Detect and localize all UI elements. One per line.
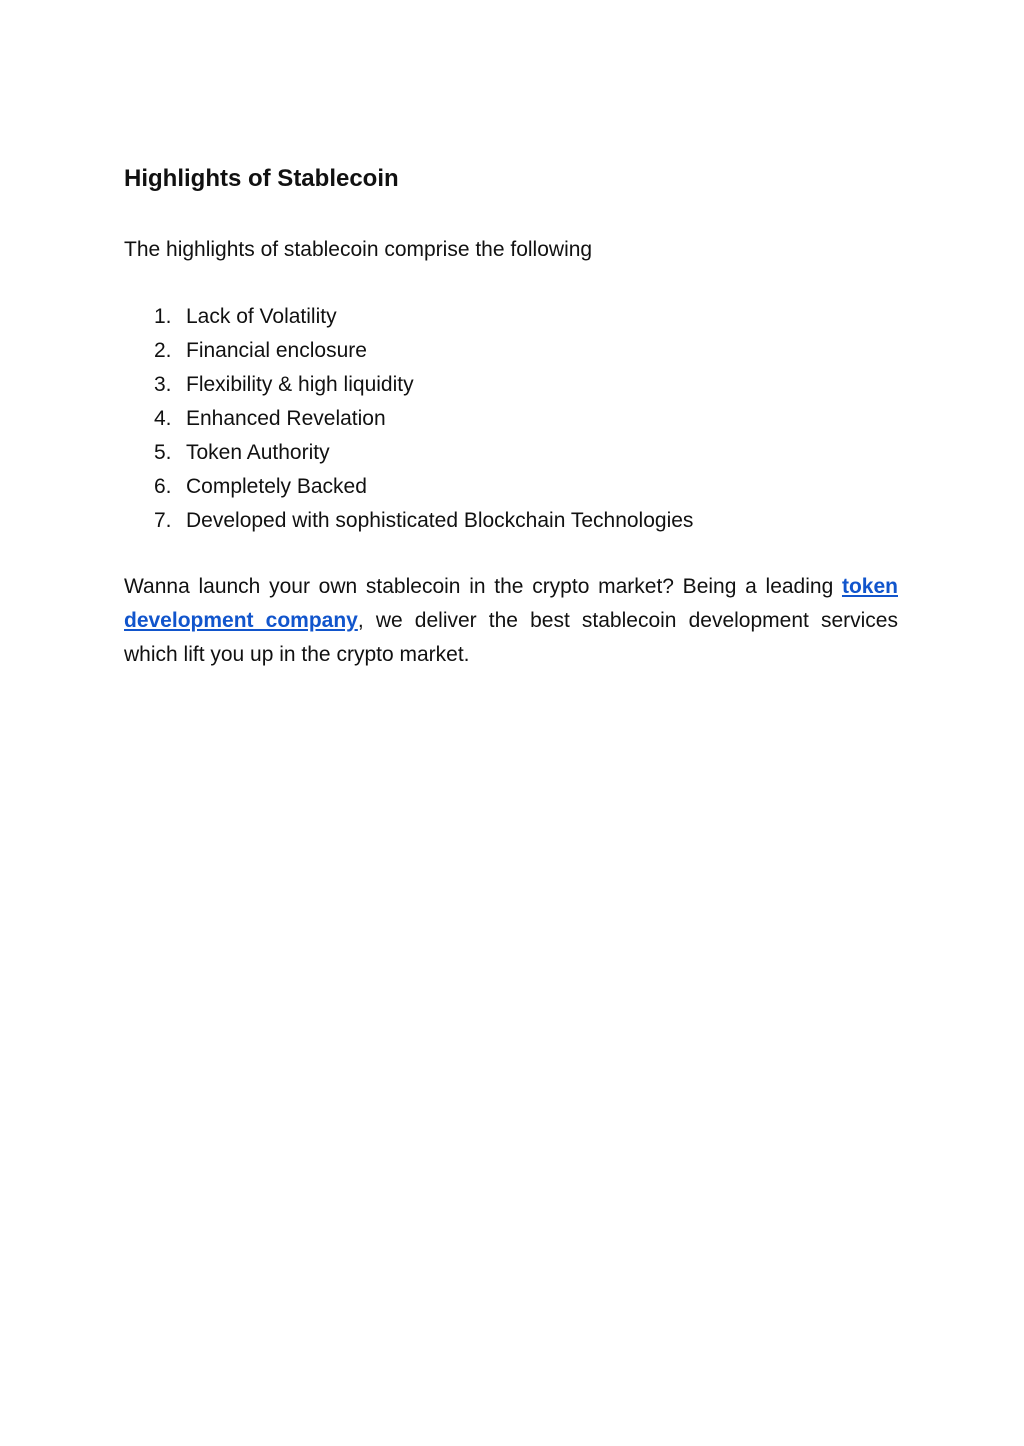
list-item-text: Flexibility & high liquidity xyxy=(186,373,414,396)
list-item-text: Financial enclosure xyxy=(186,339,367,362)
list-item-number: 6. xyxy=(154,475,172,498)
closing-paragraph xyxy=(124,570,898,672)
list-item-text: Token Authority xyxy=(186,441,330,464)
list-item-number: 1. xyxy=(154,305,172,328)
list-item-text: Developed with sophisticated Blockchain Technologies xyxy=(186,509,694,532)
list-item-number: 7. xyxy=(154,509,172,532)
list-item-number: 5. xyxy=(154,441,172,464)
closing-text-start: Wanna launch your own stablecoin in the crypto market? Being a leading xyxy=(124,575,842,598)
token-development-company-link[interactable]: token development company xyxy=(124,575,898,632)
list-item-number: 4. xyxy=(154,407,172,430)
page-title: Highlights of Stablecoin xyxy=(124,165,399,192)
list-item-number: 2. xyxy=(154,339,172,362)
closing-text-end: , we deliver the best stablecoin development services which lift you up in the crypto market. xyxy=(124,609,898,666)
intro-paragraph: The highlights of stablecoin comprise the following xyxy=(124,238,593,261)
list-item-number: 3. xyxy=(154,373,172,396)
list-item-text: Enhanced Revelation xyxy=(186,407,386,430)
list-item-text: Completely Backed xyxy=(186,475,367,498)
list-item-text: Lack of Volatility xyxy=(186,305,337,328)
